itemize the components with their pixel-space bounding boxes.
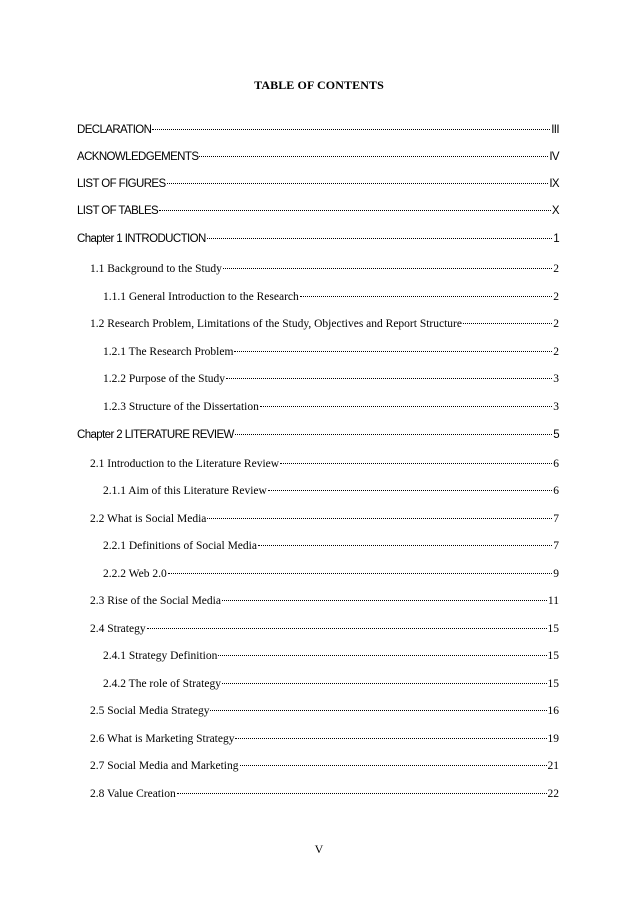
toc-entry-label: 1.2.3 Structure of the Dissertation — [103, 401, 259, 413]
dot-leader — [222, 682, 547, 684]
dot-leader — [235, 433, 552, 435]
toc-entry-label: 2.4 Strategy — [90, 623, 146, 635]
toc-entry[interactable] — [90, 621, 559, 637]
toc-entry-page: 6 — [553, 458, 559, 470]
toc-entry-label: 1.1 Background to the Study — [90, 263, 222, 275]
toc-entry-label: 2.6 What is Marketing Strategy — [90, 733, 235, 745]
toc-entry-label: 2.7 Social Media and Marketing — [90, 760, 239, 772]
dot-leader — [168, 572, 553, 574]
toc-entry-page: 21 — [547, 760, 559, 772]
toc-title: TABLE OF CONTENTS — [254, 78, 384, 92]
toc-entry-label: 2.4.1 Strategy Definition — [103, 650, 218, 662]
toc-entry-page: 19 — [547, 733, 559, 745]
dot-leader — [268, 489, 552, 491]
toc-entry-page: 3 — [553, 373, 559, 385]
toc-entry-chapter[interactable] — [77, 231, 559, 247]
toc-entry-page: 15 — [547, 678, 559, 690]
toc-entry[interactable] — [103, 371, 559, 387]
toc-entry-page: IX — [549, 178, 559, 190]
toc-entry[interactable] — [77, 203, 559, 219]
toc-entry[interactable] — [103, 399, 559, 415]
toc-entry-label: Chapter 2 LITERATURE REVIEW — [77, 429, 234, 441]
toc-entry-chapter[interactable] — [77, 427, 559, 443]
dot-leader — [260, 405, 552, 407]
toc-entry-label: 2.1.1 Aim of this Literature Review — [103, 485, 267, 497]
dot-leader — [258, 544, 552, 546]
toc-entry-label: LIST OF FIGURES — [77, 178, 166, 190]
toc-entry-label: 2.1 Introduction to the Literature Review — [90, 458, 280, 470]
toc-entry[interactable] — [77, 149, 559, 165]
toc-entry-label: ACKNOWLEDGEMENTS — [77, 151, 199, 163]
toc-entry-page: 15 — [547, 650, 559, 662]
dot-leader — [207, 237, 553, 239]
toc-entry[interactable] — [90, 703, 559, 719]
dot-leader — [218, 654, 546, 656]
dot-leader — [199, 155, 548, 157]
toc-entry-page: 3 — [553, 401, 559, 413]
toc-entry[interactable] — [77, 176, 559, 192]
toc-entry-page: 11 — [547, 595, 559, 607]
toc-entry[interactable] — [90, 758, 559, 774]
toc-entry-label: 2.8 Value Creation — [90, 788, 176, 800]
dot-leader — [210, 709, 546, 711]
dot-leader — [235, 737, 546, 739]
toc-entry-page: 22 — [547, 788, 559, 800]
dot-leader — [234, 350, 552, 352]
dot-leader — [226, 377, 552, 379]
toc-entry-label: 1.2.1 The Research Problem — [103, 346, 234, 358]
toc-entry-label: 2.3 Rise of the Social Media — [90, 595, 221, 607]
toc-entry-page: X — [551, 205, 559, 217]
toc-entry-page: 2 — [553, 291, 559, 303]
toc-entry[interactable] — [103, 538, 559, 554]
dot-leader — [280, 462, 552, 464]
toc-entry-label: Chapter 1 INTRODUCTION — [77, 233, 206, 245]
toc-entry[interactable] — [103, 289, 559, 305]
toc-entry[interactable] — [90, 786, 559, 802]
toc-entry-label: 2.2.1 Definitions of Social Media — [103, 540, 257, 552]
page-number: V — [314, 842, 324, 856]
toc-entry-page: 5 — [553, 429, 559, 441]
toc-entry-label: LIST OF TABLES — [77, 205, 159, 217]
dot-leader — [177, 792, 547, 794]
toc-entry-label: 1.1.1 General Introduction to the Research — [103, 291, 299, 303]
toc-entry[interactable] — [103, 566, 559, 582]
toc-entry[interactable] — [103, 676, 559, 692]
toc-entry-page: 7 — [553, 513, 559, 525]
toc-entry[interactable] — [90, 456, 559, 472]
dot-leader — [147, 627, 547, 629]
toc-entry-label: DECLARATION — [77, 124, 152, 136]
toc-entry-label: 2.2.2 Web 2.0 — [103, 568, 167, 580]
toc-entry-label: 2.4.2 The role of Strategy — [103, 678, 221, 690]
dot-leader — [207, 517, 552, 519]
dot-leader — [300, 295, 552, 297]
toc-entry-page: 16 — [547, 705, 559, 717]
toc-entry[interactable] — [103, 483, 559, 499]
toc-entry-page: 15 — [547, 623, 559, 635]
dot-leader — [167, 182, 549, 184]
toc-entry[interactable] — [90, 593, 559, 609]
dot-leader — [152, 128, 550, 130]
toc-entry[interactable] — [90, 511, 559, 527]
toc-entry[interactable] — [103, 648, 559, 664]
toc-entry[interactable] — [103, 344, 559, 360]
dot-leader — [159, 209, 551, 211]
toc-entry-page: 2 — [553, 263, 559, 275]
toc-entry[interactable] — [90, 731, 559, 747]
toc-entry-page: 9 — [553, 568, 559, 580]
toc-entry-label: 1.2.2 Purpose of the Study — [103, 373, 226, 385]
toc-entry-page: 6 — [553, 485, 559, 497]
toc-entry-page: III — [551, 124, 559, 136]
toc-entry-page: 7 — [553, 540, 559, 552]
toc-entry-page: 1 — [553, 233, 559, 245]
toc-entry-page: 2 — [553, 318, 559, 330]
dot-leader — [223, 267, 552, 269]
toc-entry[interactable] — [77, 122, 559, 138]
dot-leader — [463, 322, 552, 324]
toc-entry[interactable] — [90, 316, 559, 332]
toc-entry-label: 1.2 Research Problem, Limitations of the Study, Objectives and Report Structure — [90, 318, 462, 330]
dot-leader — [240, 764, 547, 766]
dot-leader — [222, 599, 547, 601]
toc-entry-label: 2.2 What is Social Media — [90, 513, 207, 525]
toc-entry-page: 2 — [553, 346, 559, 358]
toc-entry-label: 2.5 Social Media Strategy — [90, 705, 210, 717]
toc-entry-page: IV — [549, 151, 559, 163]
toc-entry[interactable] — [90, 261, 559, 277]
